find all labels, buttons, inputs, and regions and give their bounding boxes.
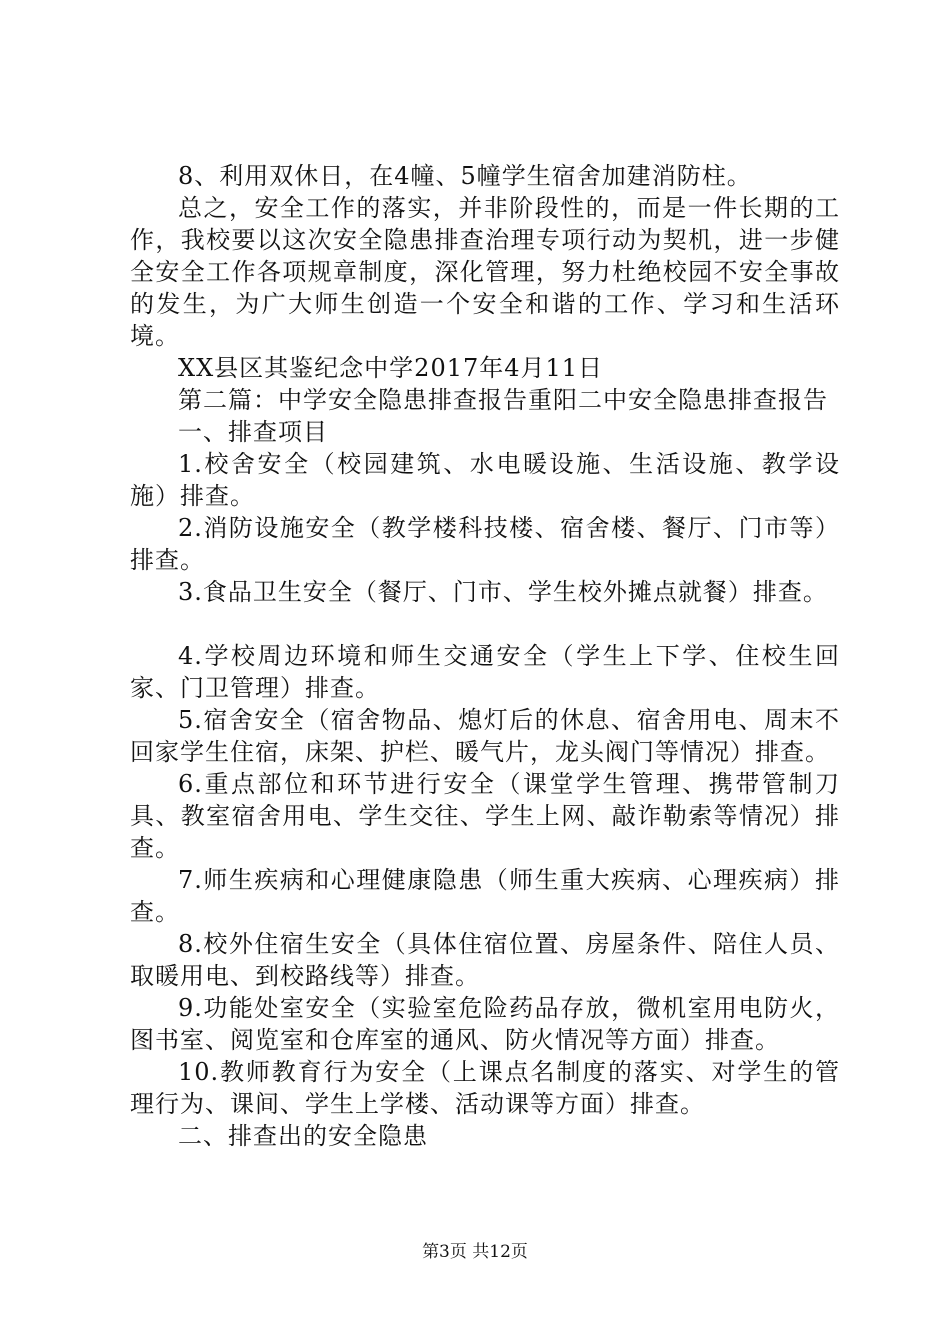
paragraph-heading-hazards: 二、排查出的安全隐患: [178, 1122, 428, 1150]
paragraph-signature-date: XX县区其鉴纪念中学2017年4月11日: [178, 354, 604, 382]
paragraph-item-5: 5.宿舍安全（宿舍物品、熄灯后的休息、宿舍用电、周末不回家学生住宿，床架、护栏、暖气片，龙头阀门等情况）排查。: [130, 706, 840, 766]
paragraph-fire-hydrant: 8、利用双休日，在4幢、5幢学生宿舍加建消防柱。: [178, 162, 752, 190]
page-number-footer: 第3页 共12页: [422, 1242, 528, 1262]
blank-line: [130, 608, 840, 640]
paragraph-item-3: 3.食品卫生安全（餐厅、门市、学生校外摊点就餐）排查。: [178, 578, 828, 606]
paragraph-item-8: 8.校外住宿生安全（具体住宿位置、房屋条件、陪住人员、取暖用电、到校路线等）排查。: [130, 930, 840, 990]
paragraph-item-2: 2.消防设施安全（教学楼科技楼、宿舍楼、餐厅、门市等）排查。: [130, 514, 840, 574]
document-body: [130, 160, 840, 1152]
paragraph-summary: 总之，安全工作的落实，并非阶段性的，而是一件长期的工作，我校要以这次安全隐患排查治理专项行动为契机，进一步健全安全工作各项规章制度，深化管理，努力杜绝校园不安全事故的发生，为广大师生创造一个安全和谐的工作、学习和生活环境。: [130, 194, 840, 350]
paragraph-item-4: 4.学校周边环境和师生交通安全（学生上下学、住校生回家、门卫管理）排查。: [130, 642, 840, 702]
paragraph-item-10: 10.教师教育行为安全（上课点名制度的落实、对学生的管理行为、课间、学生上学楼、活动课等方面）排查。: [130, 1058, 840, 1118]
paragraph-section-title: 第二篇：中学安全隐患排查报告重阳二中安全隐患排查报告: [178, 386, 828, 414]
paragraph-item-7: 7.师生疾病和心理健康隐患（师生重大疾病、心理疾病）排查。: [130, 866, 840, 926]
paragraph-heading-inspection-items: 一、排查项目: [178, 418, 328, 446]
paragraph-item-1: 1.校舍安全（校园建筑、水电暖设施、生活设施、教学设施）排查。: [130, 450, 840, 510]
paragraph-item-6: 6.重点部位和环节进行安全（课堂学生管理、携带管制刀具、教室宿舍用电、学生交往、学生上网、敲诈勒索等情况）排查。: [130, 770, 840, 862]
paragraph-item-9: 9.功能处室安全（实验室危险药品存放，微机室用电防火，图书室、阅览室和仓库室的通风、防火情况等方面）排查。: [130, 994, 840, 1054]
